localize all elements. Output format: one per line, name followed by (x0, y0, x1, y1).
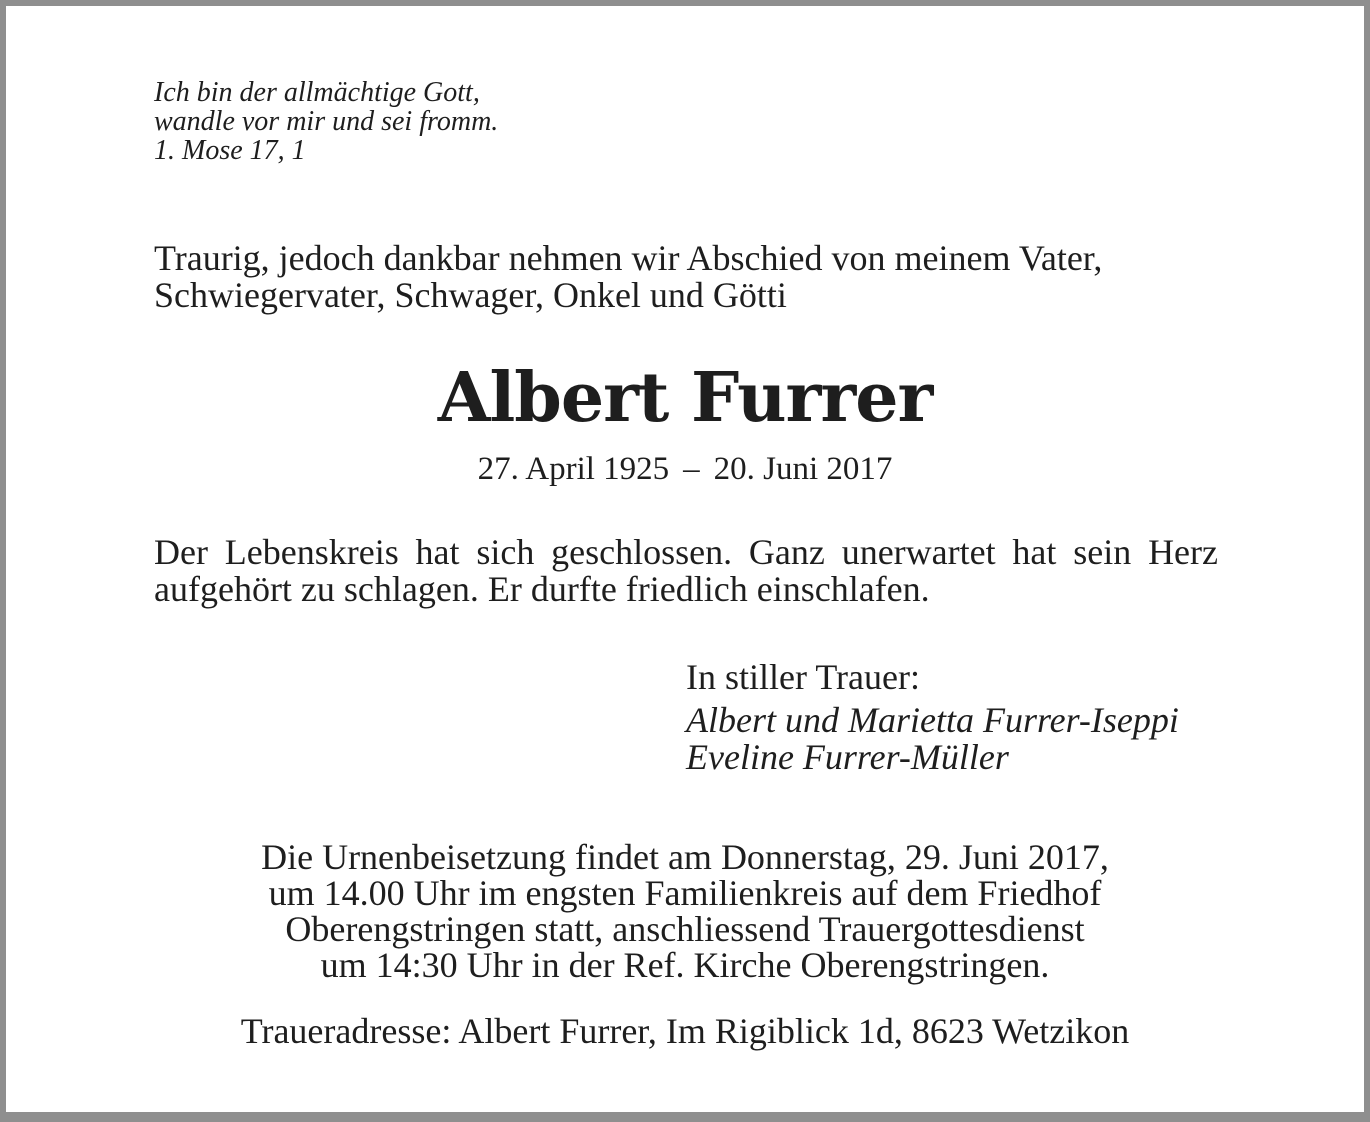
ceremony-line: um 14.00 Uhr im engsten Familienkreis auf dem Friedhof (268, 873, 1102, 913)
mourners-names (686, 702, 1246, 776)
ceremony-line: Oberengstringen statt, anschliessend Trauergottesdienst (285, 909, 1085, 949)
verse-line: Ich bin der allmächtige Gott, (154, 77, 480, 108)
death-date: 20. Juni 2017 (713, 451, 893, 487)
mourning-address: Traueradresse: Albert Furrer, Im Rigiblick 1d, 8623 Wetzikon (240, 1011, 1130, 1051)
intro-text (154, 240, 1218, 314)
verse-line: wandle vor mir und sei fromm. (154, 106, 499, 137)
intro-line: Traurig, jedoch dankbar nehmen wir Abschied von meinem Vater, (154, 238, 1103, 278)
verse-reference: 1. Mose 17, 1 (154, 135, 306, 166)
mourner-name: Eveline Furrer-Müller (686, 737, 1009, 777)
ceremony-line: Die Urnenbeisetzung findet am Donnerstag, 29. Juni 2017, (261, 837, 1109, 877)
mourner-name: Albert und Marietta Furrer-Iseppi (686, 700, 1179, 740)
ceremony-line: um 14:30 Uhr in der Ref. Kirche Oberengstringen. (320, 945, 1050, 985)
mourners-heading: In stiller Trauer: (686, 657, 920, 697)
birth-date: 27. April 1925 (477, 451, 670, 487)
life-dates (0, 450, 1370, 488)
intro-line: Schwiegervater, Schwager, Onkel und Götti (154, 275, 787, 315)
mourners-block (686, 659, 1246, 776)
date-separator: – (683, 451, 700, 487)
tribute-text (154, 534, 1218, 608)
ceremony-info (0, 839, 1370, 983)
bible-verse (154, 78, 498, 165)
tribute-line: Herz aufgehört zu schlagen. Er durfte friedlich einschlafen. (154, 532, 1219, 609)
deceased-name: Albert Furrer (437, 358, 933, 438)
tribute-line: Der Lebenskreis hat sich geschlossen. Ganz unerwartet hat sein (154, 532, 1132, 572)
